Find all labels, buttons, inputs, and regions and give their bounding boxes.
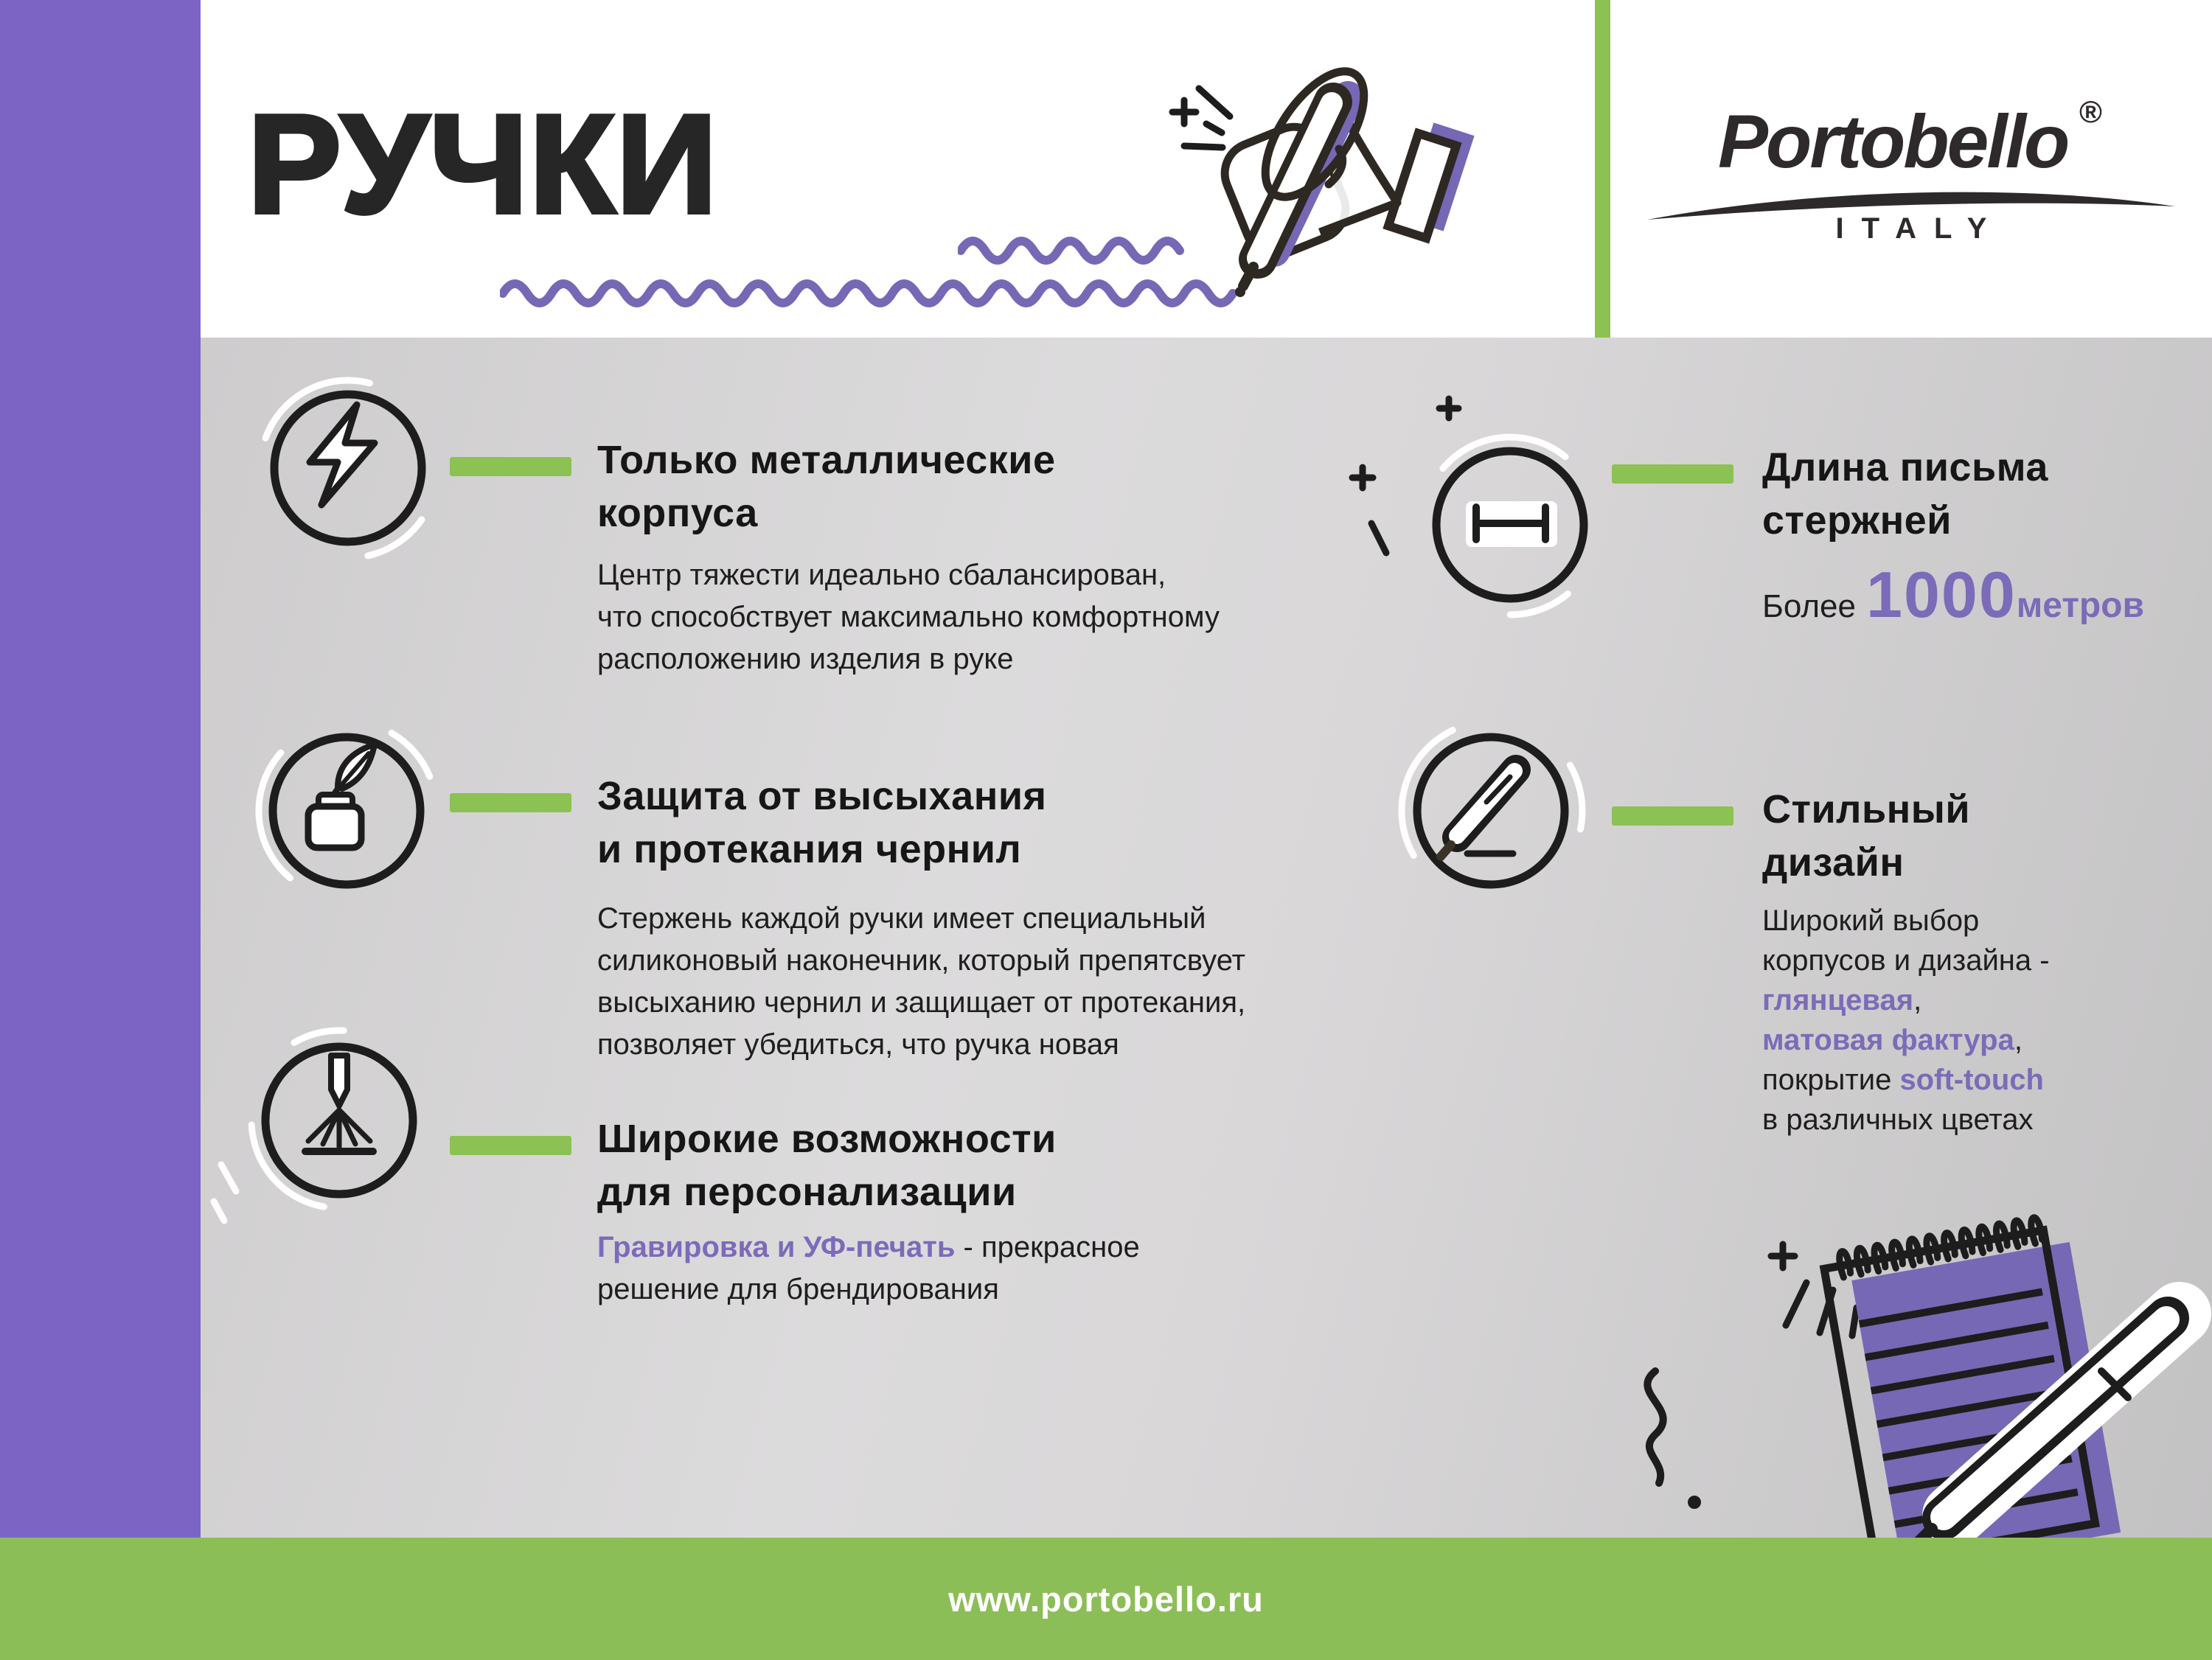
- feature-body-line: покрытие soft-touch: [1762, 1064, 2044, 1096]
- feature-body: [597, 898, 1245, 1066]
- feature-title: [597, 1112, 1057, 1218]
- feature-body: [1762, 901, 2050, 1140]
- hand-writing-illustration: [1135, 29, 1489, 321]
- feature-body-line: Широкий выбор: [1762, 904, 1980, 937]
- feature-title: [1762, 783, 1970, 889]
- accent-text: глянцевая: [1762, 984, 1914, 1016]
- feature-body-line: Центр тяжести идеально сбалансирован,: [597, 559, 1166, 591]
- feature-title-line: Защита от высыхания: [597, 774, 1047, 818]
- feature-body-line: позволяет убедиться, что ручка новая: [597, 1028, 1119, 1061]
- feature-dash: [450, 457, 571, 476]
- feature-title-line: для персонализации: [597, 1170, 1017, 1214]
- sparkle-icon: [1342, 450, 1401, 568]
- feature-dash: [1612, 806, 1733, 826]
- brand-country: ITALY: [1835, 212, 2005, 245]
- feature-body: [597, 554, 1220, 680]
- footer-band: [0, 1538, 2212, 1660]
- length-stat: [1762, 557, 2144, 632]
- feature-title-line: Широкие возможности: [597, 1117, 1057, 1161]
- ink-protection-icon: [251, 715, 442, 907]
- feature-title-line: корпуса: [597, 491, 758, 535]
- brand-wordmark: Portobello: [1718, 100, 2068, 184]
- white-sparkle-icon: [206, 1150, 265, 1238]
- feature-title-line: дизайн: [1762, 840, 1905, 885]
- accent-text: Гравировка и УФ-печать: [597, 1231, 956, 1263]
- website-url: www.portobello.ru: [948, 1579, 1264, 1619]
- feature-body-line: высыханию чернил и защищает от протекания,: [597, 986, 1246, 1019]
- sparkle-icon: [1432, 383, 1484, 435]
- page-title: РУЧКИ: [248, 86, 719, 243]
- feature-body-line: силиконовый наконечник, который препятсвует: [597, 944, 1245, 977]
- notebook-pen-illustration: [1585, 1150, 2212, 1538]
- feature-title-line: Только металлические: [597, 438, 1056, 482]
- feature-title-line: Стильный: [1762, 787, 1971, 831]
- feature-body-line: расположению изделия в руке: [597, 643, 1014, 675]
- feature-dash: [450, 793, 571, 812]
- stat-value: 1000: [1866, 558, 2017, 631]
- feature-body-line: Гравировка и УФ-печать - прекрасное: [597, 1231, 1140, 1263]
- stat-unit: метров: [2016, 586, 2144, 625]
- stat-prefix: Более: [1762, 588, 1856, 624]
- brand-logo: [1646, 88, 2177, 258]
- header-green-stripe: [1595, 0, 1610, 338]
- feature-body-line: Стержень каждой ручки имеет специальный: [597, 902, 1206, 935]
- feature-title-line: Длина письма: [1762, 445, 2048, 489]
- registered-mark-icon: ®: [2079, 94, 2102, 129]
- feature-body-line: глянцевая,: [1762, 984, 1922, 1016]
- write-length-icon: [1414, 429, 1606, 621]
- left-purple-band: [0, 0, 201, 1538]
- feature-dash: [450, 1136, 571, 1155]
- feature-dash: [1612, 464, 1733, 484]
- feature-body-line: в различных цветах: [1762, 1103, 2034, 1136]
- feature-title-line: и протекания чернил: [597, 827, 1022, 871]
- feature-title: [597, 433, 1056, 540]
- accent-text: soft-touch: [1899, 1064, 2044, 1096]
- feature-title: [597, 770, 1047, 876]
- accent-text: матовая фактура: [1762, 1024, 2014, 1056]
- feature-body-line: матовая фактура,: [1762, 1024, 2023, 1056]
- feature-body-line: решение для брендирования: [597, 1273, 999, 1305]
- feature-title: [1762, 441, 2048, 547]
- laser-engraving-icon: [243, 1025, 435, 1216]
- pen-design-icon: [1394, 714, 1588, 908]
- metal-body-icon: [252, 372, 444, 564]
- feature-body-line: корпусов и дизайна -: [1762, 944, 2050, 977]
- feature-body: [597, 1227, 1140, 1311]
- feature-body-line: что способствует максимально комфортному: [597, 601, 1220, 633]
- feature-title-line: стержней: [1762, 498, 1952, 543]
